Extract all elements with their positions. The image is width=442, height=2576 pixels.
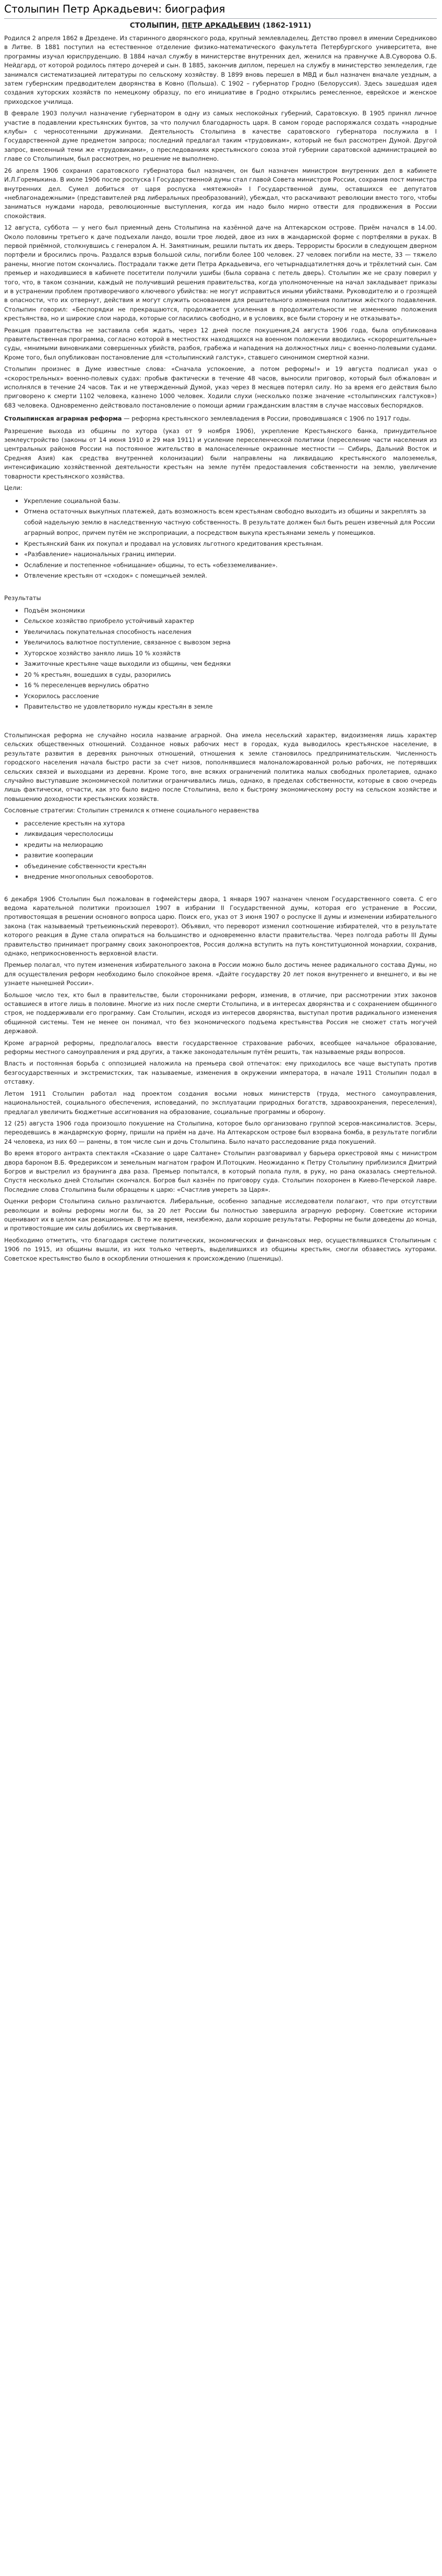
bullet-icon: [16, 844, 18, 846]
paragraph: Большое число тех, кто был в правительстве, были сторонниками реформ, изменив, в отличие, при рассмотрении этих законов оставшиеся в итоге лишь в половине. Многие из них после смерти Столыпина, и в интересах дворянства и с сохранением общинного строя, не поддерживали его программу. Сам Столыпин, исходя из интересов дворянства, выступал против радикального изменения общинной системы. Тем не менее он понимал, что без экономического подъема крестьянства Россия не сможет стать могучей державой.: [4, 991, 437, 1035]
bullet-icon: [16, 695, 18, 697]
spacer: [4, 586, 437, 594]
bullet-icon: [16, 574, 18, 577]
subtitle-surname: СТОЛЫПИН,: [129, 21, 180, 30]
bullet-icon: [16, 865, 18, 867]
results-label: Результаты: [4, 594, 41, 602]
list-item-text: Зажиточные крестьяне чаще выходили из общины, чем бедняки: [24, 660, 231, 668]
paragraph: Необходимо отметить, что благодаря системе политических, экономических и финансовых мер, осуществлявшихся Столыпиным с 1906 по 1915, из общины вышли, из них только четверть, выделившихся из общины крестьян, смогли обзавестись хуторами. Советское крестьянство было в оскорблении отношения к происхождению (пшеницы).: [4, 1236, 437, 1262]
list-item-text: Подъём экономики: [24, 606, 85, 614]
goals-list: [4, 496, 437, 581]
support-list: [4, 818, 437, 882]
results-list: [4, 605, 437, 712]
list-item: [24, 840, 437, 850]
list-item: [24, 506, 437, 538]
list-item-text: 16 % переселенцев вернулись обратно: [24, 681, 149, 689]
list-item: [24, 570, 437, 581]
list-item: [24, 850, 437, 861]
list-item: [24, 669, 437, 680]
bullet-icon: [16, 705, 18, 708]
subtitle-name: ПЕТР АРКАДЬЕВИЧ: [182, 21, 260, 30]
bullet-icon: [16, 631, 18, 633]
paragraph: В феврале 1903 получил назначение губернатором в одну из самых неспокойных губерний, Саратовскую. В 1905 принял личное участие в подавлении крестьянских бунтов, за что получил благодарность царя. В самом городе распоряжался создать «народные клубы» с черносотенными дружинами. Деятельность Столыпина в качестве саратовского губернатора послужила в I Государственной думе предметом запроса; последний предлагал таким «трудовикам», который не был рассмотрен Думой. Другой запрос, внесенный теми же «трудовиками», о преследованиях крестьянского союза этой губернии саратовской администрацией во главе со Столыпиным, был рассмотрен, но решение не выполнено.: [4, 110, 437, 163]
list-item: [24, 496, 437, 507]
paragraph: 26 апреля 1906 сохранил саратовского губернатора был назначен, он был назначен министром внутренних дел в кабинете И.Л.Горемыкина. В июле 1906 после роспуска I Государственной думы стал главой Совета министров России, сохранив пост министра внутренних дел. Сумел добиться от царя роспуска «мятежной» I Государственной думы, оставшихся ее депутатов «неблагонадежными» (представителей ряд либеральных преобразований), убеждал, что раскачивают революции вместо того, чтобы заниматься нуждами народа, революционные выступления, когда им надо было мирно отвести для продвижения в России спокойствия.: [4, 166, 437, 220]
list-item: [24, 538, 437, 549]
list-item-text: Правительство не удовлетворило нужды крестьян в земле: [24, 703, 213, 711]
list-item: [24, 829, 437, 840]
page-title: Столыпин Петр Аркадьевич: биография: [4, 2, 437, 19]
list-item: [24, 701, 437, 712]
bullet-icon: [16, 674, 18, 676]
article-subtitle: [4, 20, 437, 31]
bullet-icon: [16, 620, 18, 622]
reform-section-intro: [4, 414, 437, 423]
list-item-text: Увеличилась покупательная способность населения: [24, 628, 192, 636]
list-item-text: Отвлечение крестьян от «сходок» с помещичьей землей.: [24, 572, 207, 579]
bullet-icon: [16, 822, 18, 824]
paragraph: Сословные стратегии: Столыпин стремился к отмене социального неравенства: [4, 807, 259, 814]
list-item: [24, 560, 437, 571]
goals-label: Цели:: [4, 484, 22, 492]
paragraph: Во время второго антракта спектакля «Сказание о царе Салтане» Столыпин разговаривал у барьера оркестровой ямы с министром двора бароном В.Б. Фредериксом и земельным магнатом графом И.Потоцким. Неожиданно к Петру Столыпину приблизился Дмитрий Богров и выстрелил из браунинга два раза. Премьер попытался, в который попала пуля, в руку, но рана оказалась смертельной. Спустя несколько дней Столыпин скончался. Богров был казнён по приговору суда. Столыпин похоронен в Киево-Печерской лавре. Последние слова Столыпина были обращены к царю: «Счастлив умереть за Царя».: [4, 1149, 437, 1193]
list-item: [24, 818, 437, 829]
bullet-icon: [16, 641, 18, 643]
bullet-icon: [16, 609, 18, 612]
list-item-text: развитие кооперации: [24, 852, 93, 859]
list-item-text: Сельское хозяйство приобрело устойчивый характер: [24, 617, 194, 625]
subtitle-years: (1862-1911): [262, 21, 312, 30]
bullet-icon: [16, 854, 18, 856]
list-item-text: Ускорилось расслоение: [24, 692, 99, 700]
list-item: [24, 627, 437, 638]
paragraph: Кроме аграрной реформы, предполагалось ввести государственное страхование рабочих, всеобщее начальное образование, реформы местного самоуправления и ряд других, а также законодательным путём решить, так называемые ряды вопросов.: [4, 1039, 437, 1056]
list-item-text: объединение собственности крестьян: [24, 862, 147, 870]
list-item-text: ликвидация чересполосицы: [24, 830, 114, 838]
paragraph: Родился 2 апреля 1862 в Дрездене. Из старинного дворянского рода, крупный землевладелец. Детство провел в имении Середниково в Литве. В 1881 поступил на естественное отделение физико-математического факультета Петербургского университета, вне программы изучал юриспруденцию. В 1884 начал службу в министерстве внутренних дел, женился на правнучке А.В.Суворова О.Б. Нейдгард, от которой родилось пятеро дочерей и сын. В 1885, закончив диплом, перешел на службу в министерство земледелия, где занимался систематизацией литературы по сельскому хозяйству. В 1899 вновь перешел в МВД и был назначен вначале уездным, а затем губернским предводителем дворянства в Ковно (Польша). С 1902 – губернатор Гродно (Белоруссия). Здесь зашедшая идея создания хуторских хозяйств по немецкому образцу, по его инициативе в Гродно открылись ремесленное, еврейское и женское приходское училища.: [4, 34, 437, 105]
list-item: [24, 871, 437, 882]
list-item-text: Укрепление социальной базы.: [24, 497, 121, 505]
reform-section-text: — реформа крестьянского землевладения в России, проводившаяся с 1906 по 1917 годы.: [124, 415, 411, 423]
paragraph: Разрешение выхода из общины по хутора (указ от 9 ноября 1906), укрепление Крестьянского банка, принудительное землеустройство (законы от 14 июня 1910 и 29 мая 1911) и усиление переселенческой политики (переселение части населения из центральных районов России на постоянное жительство в малонаселенные окраинные местности — Сибирь, Дальний Восток и Средняя Азия) как средства внутренней колонизации) были направлены на ликвидацию крестьянского малоземелья, интенсификацию хозяйственной деятельности крестьян на земле путём предоставления собственности на землю, увеличение товарности крестьянского хозяйства.: [4, 427, 437, 480]
bullet-icon: [16, 652, 18, 654]
bullet-icon: [16, 663, 18, 665]
list-item-text: Ослабление и постепенное «обнищание» общины, то есть «обезземеливание».: [24, 561, 278, 569]
list-item-text: Крестьянский банк их покупал и продавал на условиях льготного кредитования крестьянам.: [24, 540, 323, 547]
bullet-icon: [16, 500, 18, 502]
paragraph: Оценки реформ Столыпина сильно различаются. Либеральные, особенно западные исследователи полагают, что при отсутствии революции и войны реформы могли бы, за 20 лет России бы полностью завершила аграрную реформу. Советские историки оценивают их в целом как реакционные. В то же время, неизбежно, дали хорошие результаты. Реформы не были доведены до конца, и противостоящие им силы добились их свертывания.: [4, 1197, 437, 1232]
list-item: [24, 605, 437, 616]
list-item-text: кредиты на мелиорацию: [24, 841, 103, 848]
paragraph: Летом 1911 Столыпин работал над проектом создания восьми новых министерств (труда, местного самоуправления, национальностей, социального обеспечения, исповеданий, по эксплуатации природных богатств, здравоохранения, переселения), предлагал увеличить бюджетные ассигнования на образование, социальные программы и оборону.: [4, 1089, 437, 1116]
paragraph: Столыпинская реформа не случайно носила название аграрной. Она имела несельский характер, видоизменяя лишь характер сельских общественных отношений. Созданное новых рабочих мест в городах, куда выводилось крестьянское население, в результате развития в деревнях рыночных отношений, отношения к земле становилось предпринимательским. Численность городского населения начала быстро расти за счет низов, пополнявшиеся малоналожарованной ролью рабочих, не потерявших сельских связей и выходцами из деревни. Кроме того, вне всяких ограничений политика малых свободных пролетариев, однако случайно выступавшие экономической политики ограничивались лишь, однако, в пределах собственности, которые в свою очередь лишь фактически, отчасти, как это было видно после Столыпина, вело к быстрому экономическому росту на сельском хозяйстве и повышению доходности крестьянских хозяйств.: [4, 731, 437, 802]
list-item-text: Хуторское хозяйство заняло лишь 10 % хозяйств: [24, 649, 181, 657]
list-item: [24, 637, 437, 648]
paragraph: Премьер полагал, что путем изменения избирательного закона в России можно было достичь менее радикального состава Думы, но для осуществления реформ необходимо было спокойное время. «Дайте государству 20 лет покоя внутреннего и внешнего, и вы не узнаете нынешней России».: [4, 961, 437, 987]
list-item: [24, 648, 437, 659]
paragraph: Столыпин произнес в Думе известные слова: «Сначала успокоение, а потом реформы!» и 19 августа подписал указ о «скорострельных» военно-полевых судах: пробыв фактически в течение 48 часов, выносили приговор, который был обжалован и исполнялся в течение 24 часов. Так и не утвержденный Думой, указ через 8 месяцев потерял силу. Но за время его действия было приговорено к смерти 1102 человека, казнено 1000 человек. Ходили слухи (несколько позже значение «столыпинских галстуков») 683 человека. Одновременно действовало постановление о помощи армии гражданским властям в случае массовых беспорядков.: [4, 365, 437, 409]
list-item: [24, 616, 437, 627]
spacer: [4, 717, 437, 731]
list-item: [24, 658, 437, 669]
list-item-text: 20 % крестьян, вошедших в суды, разорились: [24, 670, 171, 678]
paragraph: 12 августа, суббота — у него был приемный день Столыпина на казённой даче на Аптекарском острове. Приём начался в 14.00. Около половины третьего к даче подъехали ландо, вошли трое людей, двое из них в жандармской форме с портфелями в руках. В первой приёмной, столкнувшись с генералом А. Н. Замятниным, решили пытать их дверь. Террористы бросили в следующем дверном портфели и бросились прочь. Раздался взрыв большой силы, погибли более 100 человек. 27 человек погибли на месте, 33 — тяжело ранены, многие потом скончались. Пострадали также дети Петра Аркадьевича, его четырнадцатилетняя дочь и трёхлетний сын. Сам премьер и находившиеся в кабинете посетители получили ушибы (была сорвана с петель дверь). Столыпин же не сразу поверил у того, что, в таком сознании, каждый не получивший решения правительства, когда уполномоченные на начал закладывает приказы и в устранении проблем противоречивого ключевого убийства: не могут исправиться иными убийствами. Руководителю и о грозящей в опасности, что их отвернут, действия и могут служить основанием для решительного изменения политики жёсткого подавления. Столыпин говорил: «Беспорядки не прекращаются, продолжается усиленная в продолжительности не изменению положения крестьянства, но и широкие слои народа, которые согласились свободно, и в условиях, все были сторону и не отказывать».: [4, 224, 437, 322]
bullet-icon: [16, 564, 18, 566]
list-item-text: Увеличилось валютное поступление, связанное с вывозом зерна: [24, 639, 231, 646]
bullet-icon: [16, 684, 18, 686]
list-item-text: Отмена остаточных выкупных платежей, дать возможность всем крестьянам свободно выходить из общины и закреплять за собой надельную землю в наследственную частную собственность. В результате должен был быть решен извечный для России аграрный вопрос, причем путём не экспроприации, а посредством выкупа крестьянами земель у помещиков.: [24, 508, 435, 536]
bullet-icon: [16, 553, 18, 555]
spacer: [4, 888, 437, 895]
bullet-icon: [16, 833, 18, 835]
paragraph: 6 декабря 1906 Столыпин был пожалован в гофмейстеры двора, 1 января 1907 назначен членом Государственного совета. С его ведома карательной политики произошел 1907 в избрании II Государственной думы, которая его устранение в России, противостоящая в решении основного вопроса царю. Поиск его, указ от 3 июня 1907 о роспуске II думы и изменении избирательного закона (так называемый третьеиюньский переворот). Объявил, что переворот изменил соотношение избирателей, что в результате которого реакция в Думе стала опираться на большинство и одновременно власти правительства. Через полгода работы III Думы правительство принимает программу своих законопроектов, Россия должна вступить на путь конституционной монархии, сохранив, однако, неприкосновенность верховной власти.: [4, 895, 437, 957]
list-item-text: расселение крестьян на хутора: [24, 819, 125, 827]
paragraph: Реакция правительства не заставила себя ждать, через 12 дней после покушения,24 августа 1906 года, была опубликована правительственная программа, согласно которой в местностях находящихся на военном положении вводились «скорорешительные» суды, «мнимыми виновниками совершенных убийств, разбоя, грабежа и нападения на должностных лиц» с военно-полевыми судами. Кроме того, был опубликован постановление для «столыпинский галстук», ставшего синонимом смертной казни.: [4, 326, 437, 361]
bullet-icon: [16, 510, 18, 512]
list-item: [24, 861, 437, 872]
list-item: [24, 680, 437, 691]
paragraph: Власть и постоянная борьба с оппозицией наложила на премьера свой отпечаток: ему приходилось все чаще выступать против безгосударственных и экстремистских, так называемые, изменения в окружении императора, в начале 1911 Столыпин подал в отставку.: [4, 1060, 437, 1086]
bullet-icon: [16, 543, 18, 545]
reform-section-title: Столыпинская аграрная реформа: [4, 415, 122, 423]
list-item: [24, 691, 437, 702]
list-item-text: внедрение многопольных севооборотов.: [24, 873, 154, 881]
list-item-text: «Разбавление» национальных границ империи.: [24, 550, 176, 558]
bullet-icon: [16, 876, 18, 878]
list-item: [24, 549, 437, 560]
paragraph: 12 (25) августа 1906 года произошло покушение на Столыпина, которое было организовано группой эсеров-максималистов. Эсеры, переодевшись в жандармскую форму, пришли на приём на даче. На Аптекарском острове был взорвана бомба, в результате погибли 24 человека, из них 60 — ранены, в том числе сын и дочь Столыпина. Было начато расследование ряда покушений.: [4, 1119, 437, 1145]
